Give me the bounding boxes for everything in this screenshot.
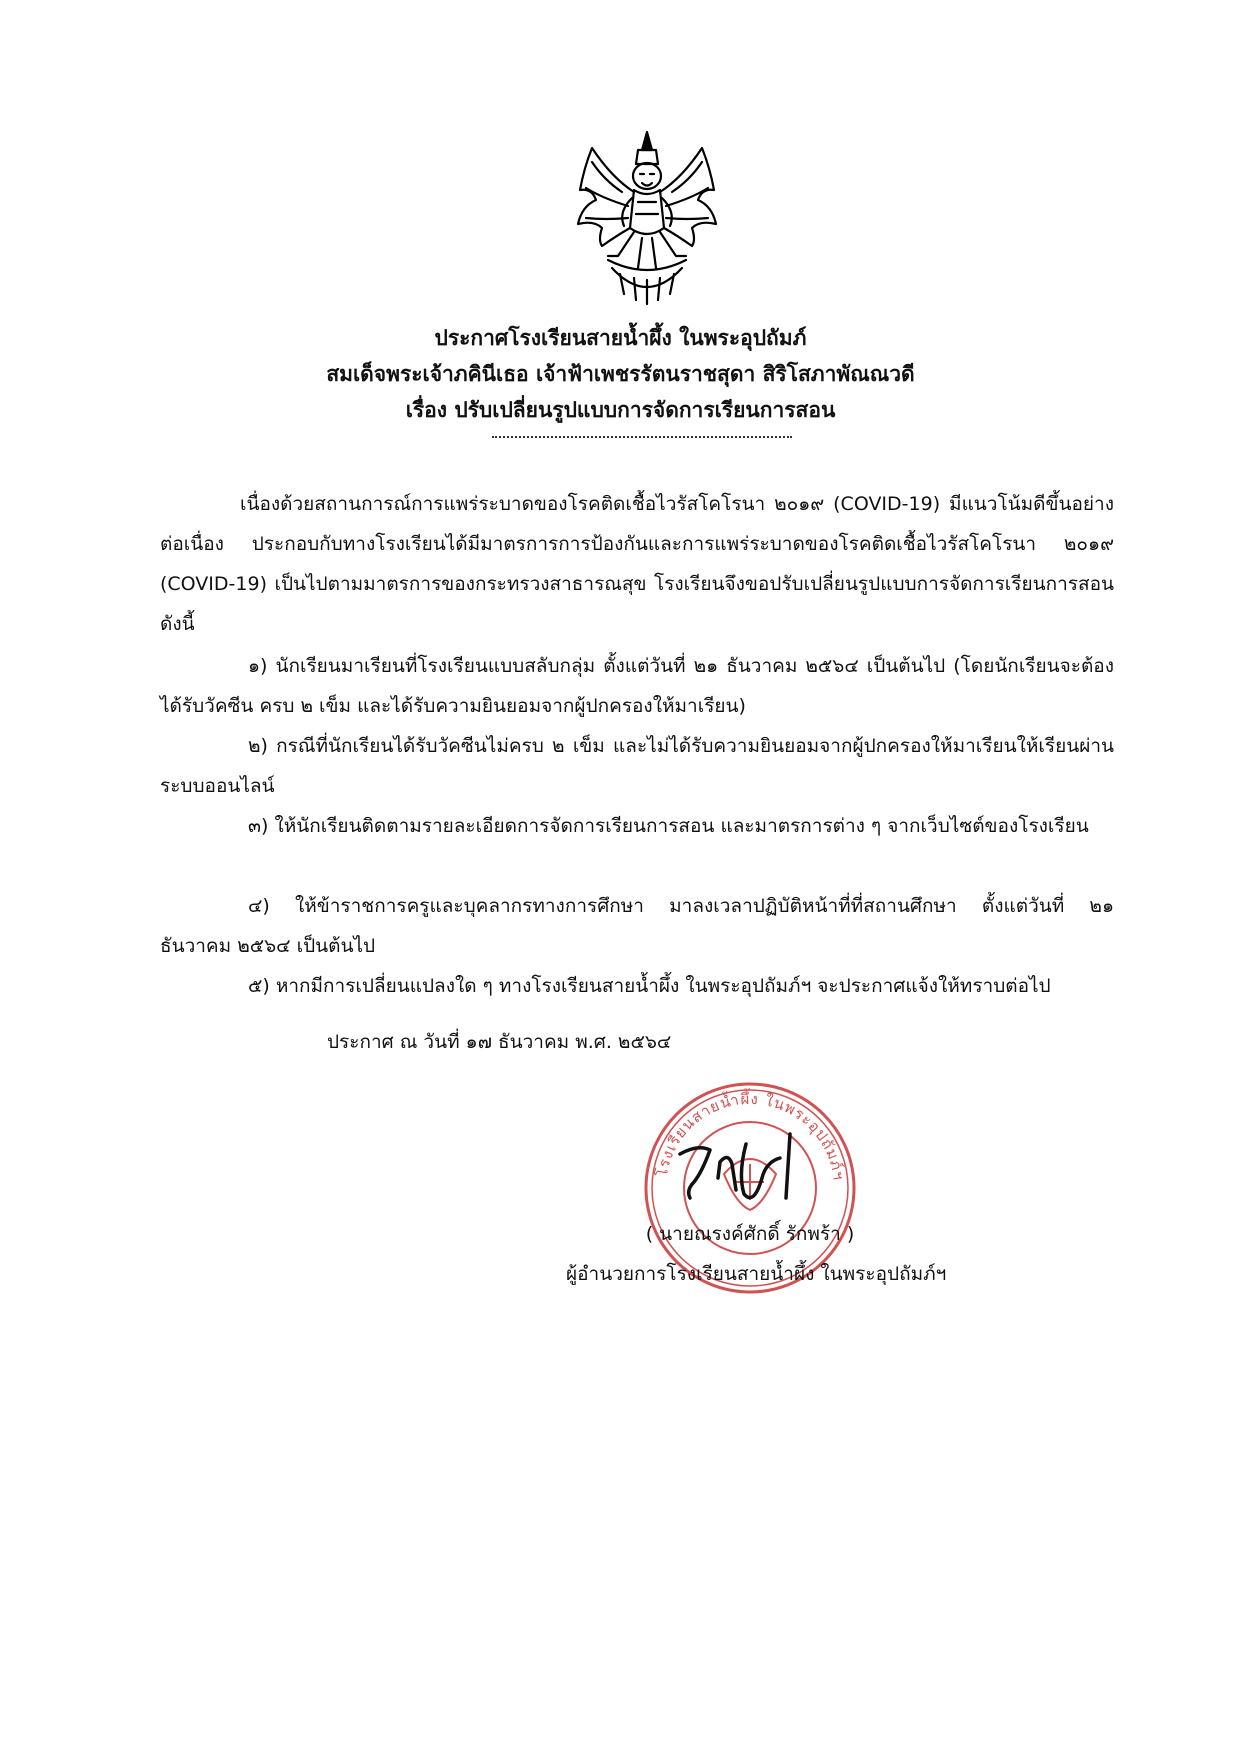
announcement-title: ประกาศโรงเรียนสายน้ำผึ้ง ในพระอุปถัมภ์	[434, 326, 807, 350]
signatory-name: ( นายณรงค์ศักดิ์ รักพร้า )	[645, 1223, 855, 1245]
signatory-title: ผู้อำนวยการโรงเรียนสายน้ำผึ้ง ในพระอุปถัมภ์ฯ	[566, 1263, 947, 1285]
patron-line: สมเด็จพระเจ้าภคินีเธอ เจ้าฟ้าเพชรรัตนราชสุดา สิริโสภาพัณณวดี	[326, 362, 915, 386]
garuda-emblem	[572, 128, 722, 306]
list-item: ๒) กรณีที่นักเรียนได้รับวัคซีนไม่ครบ ๒ เข็ม และไม่ได้รับความยินยอมจากผู้ปกครองให้มาเรียนให้เรียนผ่านระบบออนไลน์	[160, 735, 1114, 797]
list-item: ๕) หากมีการเปลี่ยนแปลงใด ๆ ทางโรงเรียนสายน้ำผึ้ง ในพระอุปถัมภ์ฯ จะประกาศแจ้งให้ทราบต่อไป	[248, 975, 1051, 997]
list-item: ๑) นักเรียนมาเรียนที่โรงเรียนแบบสลับกลุ่ม ตั้งแต่วันที่ ๒๑ ธันวาคม ๒๕๖๔ เป็นต้นไป (โดยนักเรียนจะต้องได้รับวัคซีน ครบ ๒ เข็ม และได้รับความยินยอมจากผู้ปกครองให้มาเรียน)	[160, 655, 1114, 717]
list-item: ๓) ให้นักเรียนติดตามรายละเอียดการจัดการเรียนการสอน และมาตรการต่าง ๆ จากเว็บไซต์ของโรงเรียน	[248, 815, 1089, 837]
subject-line: เรื่อง ปรับเปลี่ยนรูปแบบการจัดการเรียนการสอน	[405, 398, 836, 422]
announcement-date: ประกาศ ณ วันที่ ๑๗ ธันวาคม พ.ศ. ๒๕๖๔	[327, 1031, 672, 1053]
list-item: ๔) ให้ข้าราชการครูและบุคลากรทางการศึกษา มาลงเวลาปฏิบัติหน้าที่ที่สถานศึกษา ตั้งแต่วันที่ ๒๑ ธันวาคม ๒๕๖๔ เป็นต้นไป	[160, 895, 1114, 957]
intro-paragraph: เนื่องด้วยสถานการณ์การแพร่ระบาดของโรคติดเชื้อไวรัสโคโรนา ๒๐๑๙ (COVID-19) มีแนวโน้มดีขึ้นอย่างต่อเนื่อง ประกอบกับทางโรงเรียนได้มีมาตรการการป้องกันและการแพร่ระบาดของโรคติดเชื้อไวรัสโคโรนา ๒๐๑๙ (COVID-19) เป็นไปตามมาตรการของกระทรวงสาธารณสุข โรงเรียนจึงขอปรับเปลี่ยนรูปแบบการจัดการเรียนการสอน ดังนี้	[160, 493, 1114, 635]
signature-mark	[680, 1134, 790, 1198]
stamp-ring-text: โรงเรียนสายน้ำผึ้ง ในพระอุปถัมภ์ฯ	[652, 1089, 848, 1182]
dotted-divider	[492, 436, 792, 438]
